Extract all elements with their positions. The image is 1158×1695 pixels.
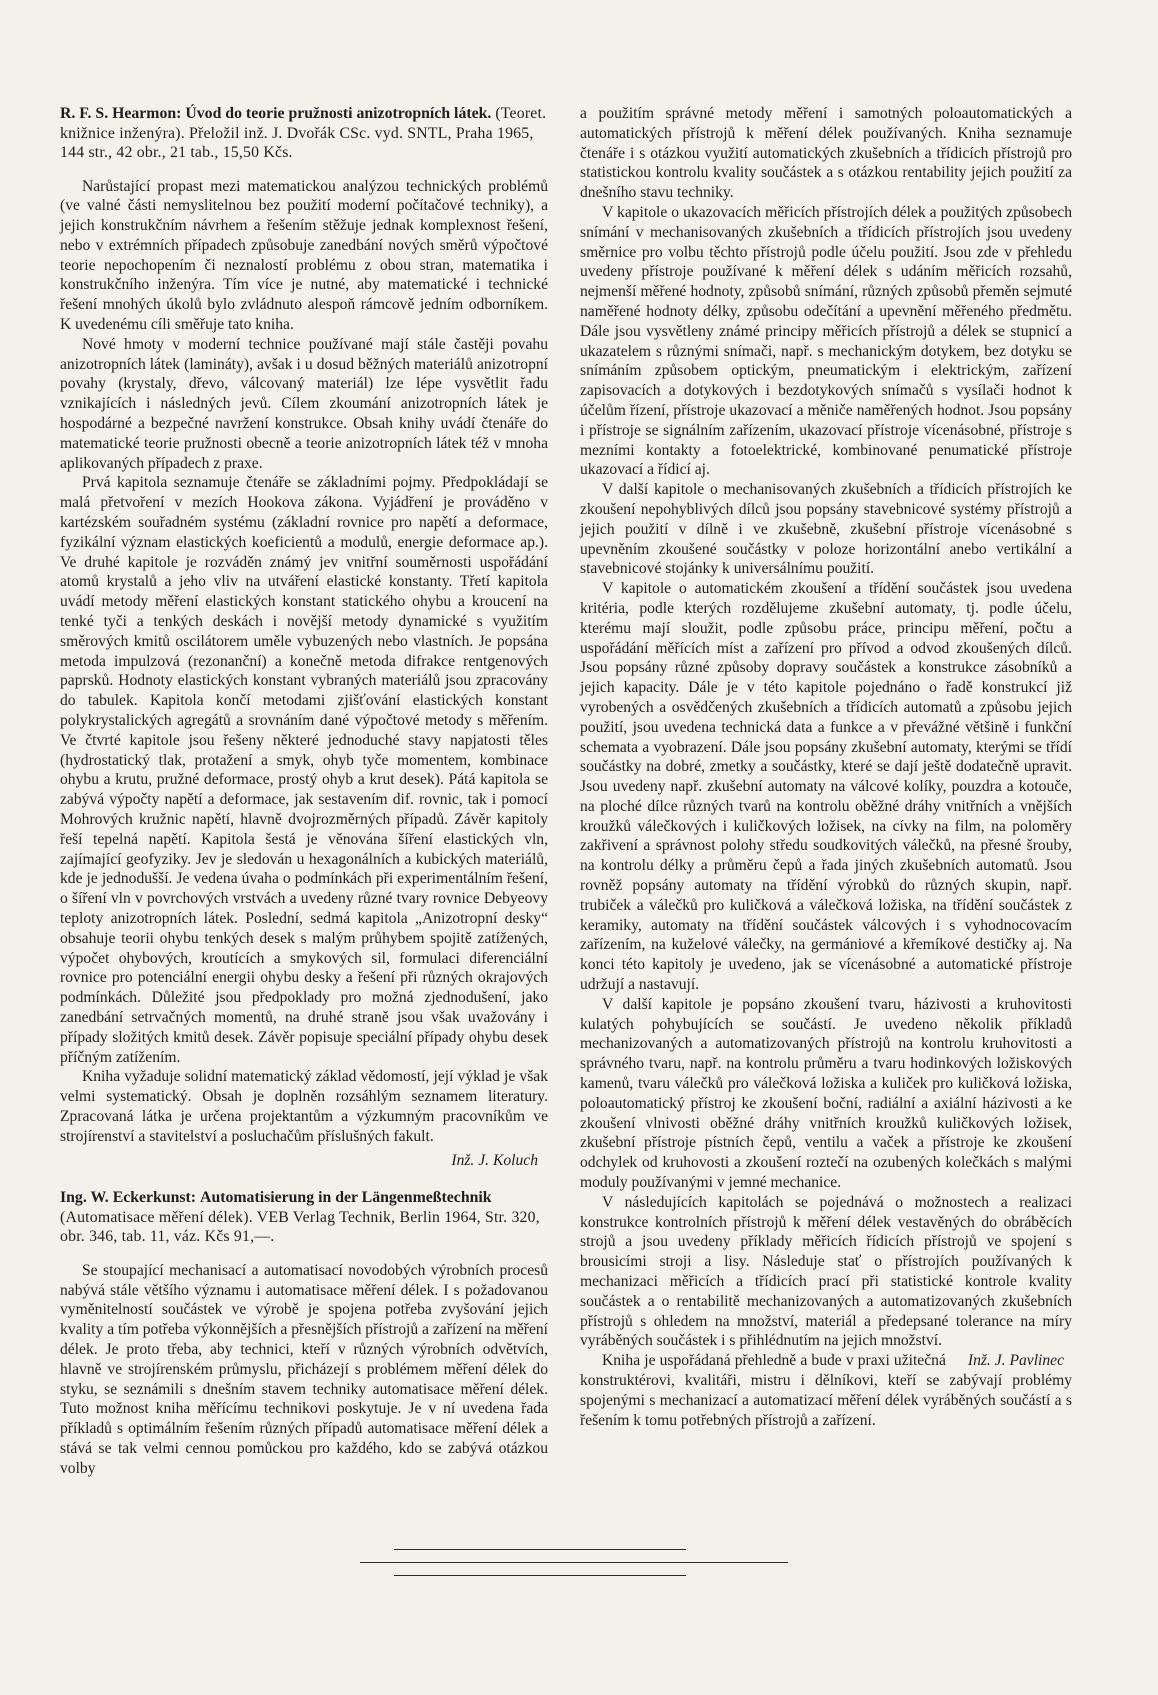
review-2-title: Automatisierung in der Längenmeßtechnik: [200, 1189, 492, 1207]
review-2-paragraph: V další kapitole je popsáno zkoušení tvaru, házivosti a kruhovitosti kulatých pohybujících se součástí. Je uvedeno několik příkladů mechanizovaných a automatizovaných přístrojů na kontrolu kruhovitosti a správného tvaru, např. na kontrolu průměru a tvaru hodinkových ložiskových kamenů, tvaru válečků pro válečková ložiska a kuliček pro kuličková ložiska, poloautomatický přístroj ke zkoušení boční, radiální a axiální házivosti a ke zkoušení vlnivosti oběžné dráhy vnitřních kroužků kuličkových ložisek, zkušební přístroje pístních čepů, ventilu a vaček a přístroje ke zkoušení odchylek od kruhovosti a zkoušení roztečí na ozubených kolečkách s malými moduly používanými v jemné mechanice.: [580, 995, 1072, 1192]
review-1-paragraph: Kniha vyžaduje solidní matematický základ vědomostí, její výklad je však velmi systematický. Obsah je doplněn rozsáhlým seznamem literatury. Zpracovaná látka je určena projektantům a výzkumným pracovníkům ve strojírenství a stavitelství a posluchačům příslušných fakult.: [60, 1068, 548, 1145]
review-2-author: Ing. W. Eckerkunst:: [60, 1189, 197, 1207]
closing-rule-middle: [360, 1562, 788, 1563]
right-column: [580, 104, 1072, 1430]
review-2-signature: Inž. J. Pavlinec: [967, 1352, 1064, 1370]
review-1-heading: [60, 104, 548, 163]
review-2-paragraph: [580, 1351, 1072, 1430]
review-1-paragraph: Prvá kapitola seznamuje čtenáře se základními pojmy. Předpokládají se malá přetvoření v mezích Hookova zákona. Vyjádření je prováděno v kartézském souřadném systému (základní rovnice pro napětí a deformace, fyzikální význam elastických koeficientů a modulů, energie deformace ap.). Ve druhé kapitole je rozváděn známý jev vnitřní souměrnosti uspořádání atomů krystalů a jeho vliv na utváření elastické konstanty. Třetí kapitola uvádí metody měření elastických konstant statického ohybu a kroucení na tenké tyči a tenkých deskách i novější metody dynamické s využitím směrových kmitů oscilátorem uměle vybuzených nebo vlastních. Je popsána metoda impulzová (rezonanční) a konečně metoda difrakce rentgenových paprsků. Hodnoty elastických konstant vybraných materiálů jsou zpracovány do tabulek. Kapitola končí metodami zjišťování elastických konstant polykrystalických agregátů a srovnáním dané výpočtové metody s měřením. Ve čtvrté kapitole jsou řešeny některé jednoduché stavy napjatosti těles (hydrostatický tlak, protažení a smyk, ohyb tyče momentem, kombinace ohybu a krutu, pružné deformace, prostý ohyb a krut desek). Pátá kapitola se zabývá výpočty napětí a deformace, jak sestavením dif. rovnic, tak i pomocí Mohrových kružnic napětí, hlavně dvojrozměrných případů. Závěr kapitoly řeší tepelná napětí. Kapitola šestá je věnována šíření elastických vln, zajímající geofyziky. Jev je sledován u hexagonálních a kubických materiálů, kde je jednodušší. Je vedena úvaha o podmínkách při experimentálním řešení, o šíření vln v povrchových vrstvách a uvedeny různé tvary rovnice Debyeovy teploty anizotropních látek. Poslední, sedmá kapitola „Anizotropní desky“ obsahuje teorii ohybu tenkých desek s malým průhybem spojitě zatížených, výpočet ohybových, kroutících a smykových sil, formulaci diferenciální rovnice pro potenciální energii ohybu desky a řešení při různých okrajových podmínkách. Důležité jsou předpoklady pro možná zjednodušení, jako zanedbání setrvačných momentů, na druhé straně jsou však uvažovány i případy složitých kmitů desek. Závěr popisuje speciální případy ohybu desek příčným zatížením.: [60, 474, 548, 1066]
review-2-paragraph: V následujících kapitolách se pojednává o možnostech a realizaci konstrukce kontrolních přístrojů k měření délek vestavěných do obráběcích strojů a jsou uvedeny příklady měřicích řídicích přístrojů ve spojení s brousicími stroji a lisy. Následuje stať o přístrojích používaných k mechanizaci měřicích a třídicích prací při statistické kontrole kvality součástek a o rentabilitě mechanizovaných a automatizovaných zkušebních přístrojů s ohledem na množství, materiál a předepsané tolerance na míry vyráběných součástek i s přihlédnutím na jejich množství.: [580, 1193, 1072, 1350]
left-column: [60, 104, 548, 1479]
review-2-closing-text: Kniha je uspořádaná přehledně a bude v praxi užitečná konstruktérovi, kvalitáři, mistru i dělníkovi, kteří se zabývají problémy spojenými s mechanizací a automatizací měření délek vyráběných součástí a s řešením k tomu potřebných přístrojů a zařízení.: [580, 1352, 1072, 1429]
review-2-details: (Automatisace měření délek). VEB Verlag Technik, Berlin 1964, Str. 320, obr. 346, tab. 11, váz. Kčs 91,—.: [60, 1208, 540, 1246]
review-2-paragraph: V kapitole o ukazovacích měřicích přístrojích délek a použitých způsobech snímání v mechanisovaných zkušebních a třídicích přístrojích jsou uvedeny směrnice pro volbu těchto přístrojů podle účelu použití. Jsou zde v přehledu uvedeny přístroje používané k měření délek s udáním měřicích rozsahů, nejmenší měřené hodnoty, způsobů snímání, různých způsobů přeměn sejmuté naměřené hodnoty délky, způsobu odečítání a upevnění měřeného předmětu. Dále jsou vysvětleny známé principy měřicích přístrojů a délek se stupnicí a ukazatelem s různými snímači, např. s mechanickým dotykem, bez dotyku se snímáním způsobem optickým, pneumatickým i elektrickým, zařízení zapisovacích a dotykových i bezdotykových snímačů s vysílači hodnot k účelům řízení, přístroje ukazovací a měniče naměřených hodnot. Jsou popsány i přístroje se signálním zařízením, ukazovací přístroje vícenásobné, přístroje s mezními kontakty a fotoelektrické, kombinované penumatické přístroje ukazovací a řídicí aj.: [580, 203, 1072, 479]
review-1-paragraph: Narůstající propast mezi matematickou analýzou technických problémů (ve valné části nemyslitelnou bez použití moderní počítačové techniky), a jejich konstrukčním návrhem a řešením stěžuje jednak komplexnost řešení, nebo v extrémních případech způsobuje zanedbání nových směrů výpočtové teorie nepochopením či neznalostí problému z obou stran, matematika i konstrukčního inženýra. Tím více je nutné, aby matematické i technické řešení mnohých úkolů bylo zvládnuto alespoň rámcově jedním odborníkem. K uvedenému cíli směřuje tato kniha.: [60, 177, 548, 334]
review-2-continuation: a použitím správné metody měření i samotných poloautomatických a automatických přístrojů k měření délek používaných. Kniha seznamuje čtenáře i s otázkou využití automatických zkušebních a třídicích přístrojů pro statistickou kontrolu kvality součástek a s otázkou rentability jejich použití za dnešního stavu techniky.: [580, 105, 1072, 202]
review-2-paragraph: Se stoupající mechanisací a automatisací novodobých výrobních procesů nabývá stále většího významu i automatisace měření délek. I s požadovanou vyměnitelností součástek ve výrobě je spojena potřeba zvyšování jejich kvality a tím potřeba výkonnějších a přesnějších přístrojů a zařízení na měření délek. Je proto třeba, aby technici, kteří v různých výrobních odvětvích, hlavně ve strojírenském průmyslu, přicházejí s problémem měření délek do styku, se seznámili s dnešním stavem techniky automatisace měření délek. Tuto možnost kniha měřícímu technikovi poskytuje. Je v ní uvedena řada příkladů s optimálním řešením různých případů automatisace měření délek a stává se tak velmi cennou pomůckou pro každého, kdo se zabývá otázkou volby: [60, 1261, 549, 1477]
closing-rule-top: [394, 1549, 686, 1550]
review-1-title: Úvod do teorie pružnosti anizotropních látek.: [185, 105, 492, 122]
review-1-details: (Teoret. knižnice inženýra). Přeložil inž. J. Dvořák CSc. vyd. SNTL, Praha 1965, 144 str., 42 obr., 21 tab., 15,50 Kčs.: [60, 105, 547, 161]
review-1-paragraph: Nové hmoty v moderní technice používané mají stále častěji povahu anizotropních látek (lamináty), avšak i u dosud běžných materiálů anizotropní povahy (krystaly, dřevo, válcovaný materiál) lze lépe vysvětlit řadu vznikajících i následných jevů. Cílem zkoumání anizotropních látek je hospodárné a bezpečné navržení konstrukce. Obsah knihy uvádí čtenáře do matematické teorie pružnosti obecně a teorie anizotropních látek též v mnoha aplikovaných případech z praxe.: [60, 335, 548, 472]
review-2-paragraph: V další kapitole o mechanisovaných zkušebních a třídicích přístrojích ke zkoušení nepohyblivých dílců jsou popsány stavebnicové systémy přístrojů a jejich použití v dílně i ve zkušebně, zkušební přístroje vícenásobné s upevněním zkoušené součástky v poloze horizontální anebo vertikální a stavebnicové stojánky k universálnímu použití.: [580, 481, 1072, 578]
review-2-heading: [60, 1188, 548, 1247]
review-1-author: R. F. S. Hearmon:: [60, 105, 182, 122]
review-1-signature: Inž. J. Koluch: [451, 1151, 538, 1169]
closing-rule-bottom: [394, 1575, 686, 1576]
review-2-paragraph: V kapitole o automatickém zkoušení a třídění součástek jsou uvedena kritéria, podle kterých rozdělujeme zkušební automaty, tj. podle účelu, kterému mají sloužit, podle způsobu práce, principu měření, počtu a uspořádání měřících míst a zařízení pro přívod a odvod zkoušených dílců. Jsou popsány různé způsoby dopravy součástek a konstrukce zásobníků a jejich kapacity. Dále je v této kapitole pojednáno o řadě konstrukcí již vyrobených a osvědčených zkušebních a třídicích automatů a způsobu jejich použití, jsou uvedena technická data a funkce a v převážné většině i funkční schemata a vyobrazení. Dále jsou popsány zkušební automaty, kterými se třídí součástky na dobré, zmetky a součástky, které se dají ještě dodatečně upravit. Jsou uvedeny např. zkušební automaty na válcové kolíky, pouzdra a kotouče, na ploché dílce různých tvarů na kontrolu oběžné dráhy vnitřních a vnějších kroužků válečkových i kuličkových ložisek, na cívky na film, na poloměry zakřivení a správnost polohy středu soudkovitých válečků, na přesné šrouby, na kontrolu délky a průměru čepů a řada jiných zkušebních automatů. Jsou rovněž popsány automaty na třídění výrobků do různých skupin, např. trubiček a válečků pro kuličková a válečková ložiska, na třídění součástek z keramiky, automaty na třídění součástek válcových i s vyhodnocovacím zařízením, na kuželové válečky, na germániové a křemíkové destičky aj. Na konci této kapitoly je uvedeno, jak se vícenásobné a automatické přístroje udržují a nastavují.: [580, 580, 1072, 994]
